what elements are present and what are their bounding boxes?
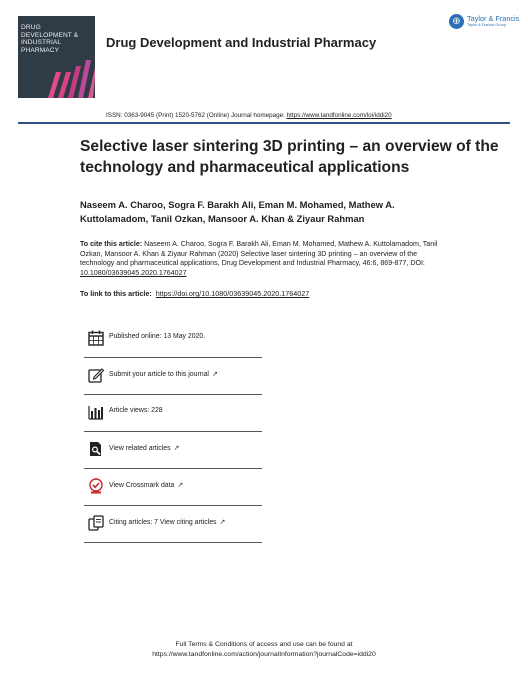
published-label: Published online: 13 May 2020.: [109, 333, 206, 340]
crossmark-text: View Crossmark data: [109, 482, 175, 489]
calendar-icon: [88, 330, 104, 346]
external-link-icon: ↗: [177, 482, 184, 489]
item-divider: [84, 468, 262, 469]
list-item-crossmark[interactable]: [84, 472, 262, 509]
article-views-label: Article views: 228: [109, 407, 163, 414]
item-divider: [84, 542, 262, 543]
cite-text: Naseem A. Charoo, Sogra F. Barakh Ali, Eman M. Mohamed, Mathew A. Kuttolamadom, Tanil Ozkan, Mansoor A. Khan & Ziyaur Rahman (2020) Selective laser sintering 3D printing – an overview of the technology and pharmaceutical applications, Drug Development and Industrial Pharmacy, 46:6, 869-877, DOI:: [80, 240, 438, 268]
bar-chart-icon: [88, 404, 104, 420]
list-item-citing[interactable]: [84, 509, 262, 546]
journal-cover-image: [18, 16, 95, 98]
publisher-subname: Taylor & Francis Group: [467, 23, 506, 27]
search-doc-icon: [88, 441, 104, 457]
footer-terms-link[interactable]: https://www.tandfonline.com/action/journalInformation?journalCode=iddi20: [152, 650, 376, 658]
footer: [0, 640, 528, 659]
article-authors: Naseem A. Charoo, Sogra F. Barakh Ali, Eman M. Mohamed, Mathew A. Kuttolamadom, Tanil Ozkan, Mansoor A. Khan & Ziyaur Rahman: [80, 199, 395, 224]
list-item-related[interactable]: [84, 435, 262, 472]
item-divider: [84, 505, 262, 506]
issn-text: ISSN: 0363-9045 (Print) 1520-5762 (Online) Journal homepage:: [106, 112, 287, 119]
citation-block: [80, 240, 450, 279]
crossmark-link[interactable]: [109, 481, 183, 489]
citing-articles-text: Citing articles: 7 View citing articles: [109, 519, 217, 526]
citing-icon: [88, 515, 104, 531]
article-info-list: [84, 324, 262, 546]
item-divider: [84, 431, 262, 432]
item-divider: [84, 394, 262, 395]
article-title: Selective laser sintering 3D printing – an overview of the technology and pharmaceutical applications: [80, 138, 499, 176]
edit-icon: [88, 367, 104, 383]
list-item-submit[interactable]: [84, 361, 262, 398]
link-to-article: [80, 289, 309, 298]
link-label: To link to this article:: [80, 289, 152, 298]
journal-title[interactable]: Drug Development and Industrial Pharmacy: [106, 35, 377, 50]
footer-terms-text: Full Terms & Conditions of access and use can be found at: [175, 641, 353, 648]
external-link-icon: ↗: [211, 371, 218, 378]
publisher-logo[interactable]: [449, 14, 520, 32]
journal-homepage-link[interactable]: https://www.tandfonline.com/loi/iddi20: [286, 112, 392, 119]
related-articles-link[interactable]: [109, 444, 179, 452]
related-articles-text: View related articles: [109, 445, 171, 452]
issn-line: [106, 112, 392, 119]
external-link-icon: ↗: [219, 519, 226, 526]
cite-label: To cite this article:: [80, 240, 143, 248]
list-item-views: [84, 398, 262, 435]
doi-link[interactable]: https://doi.org/10.1080/03639045.2020.1764027: [155, 289, 310, 298]
publisher-name: Taylor & Francis: [467, 14, 520, 23]
crossmark-icon: [88, 478, 104, 494]
external-link-icon: ↗: [173, 445, 180, 452]
list-item-published: [84, 324, 262, 361]
item-divider: [84, 357, 262, 358]
citing-articles-link[interactable]: [109, 518, 225, 526]
header-divider: [18, 122, 510, 124]
publisher-logo-icon: ⊕: [449, 14, 464, 29]
cover-title: DRUG DEVELOPMENT & INDUSTRIAL PHARMACY: [21, 24, 79, 54]
submit-article-link[interactable]: [109, 370, 218, 378]
cite-doi-link[interactable]: 10.1080/03639045.2020.1764027: [80, 269, 187, 278]
submit-article-text: Submit your article to this journal: [109, 371, 209, 378]
